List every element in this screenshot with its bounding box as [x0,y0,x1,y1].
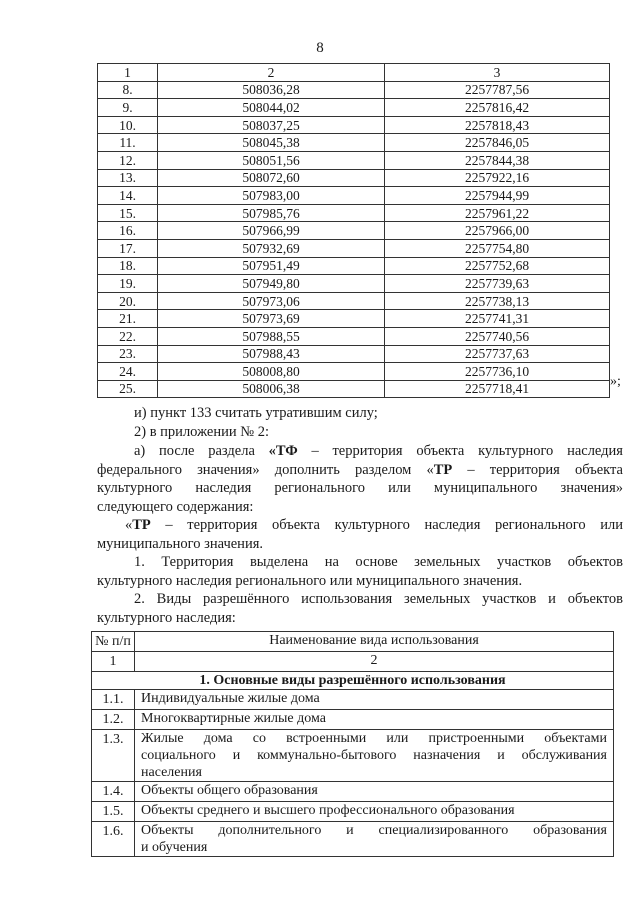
y-coordinate-cell: 2257961,22 [385,204,610,222]
x-coordinate-cell: 508072,60 [158,169,385,187]
x-coordinate-cell: 508008,80 [158,363,385,381]
point-number-cell: 24. [98,363,158,381]
row-name-line: Объекты дополнительного и специализированного образования [141,823,607,838]
table-row [98,116,610,134]
row-name: Объекты среднего и высшего профессионального образования [135,802,614,822]
y-coordinate-cell: 2257739,63 [385,275,610,293]
item-i-text: и) пункт 133 считать утратившим силу; [134,405,378,421]
quote-paragraph [97,516,623,553]
point-number-cell: 8. [98,81,158,99]
table-header-row [98,64,610,82]
x-coordinate-cell: 507932,69 [158,239,385,257]
x-coordinate-cell: 507966,99 [158,222,385,240]
header-cell: 3 [385,64,610,82]
row-name: Объекты общего образования [135,782,614,802]
table-row [98,222,610,240]
y-coordinate-cell: 2257752,68 [385,257,610,275]
table-row [98,310,610,328]
header-cell-name: Наименование вида использования [135,632,614,652]
x-coordinate-cell: 508006,38 [158,380,385,398]
y-coordinate-cell: 2257787,56 [385,81,610,99]
item-2-paragraph [97,423,623,442]
row-number: 1.4. [92,782,135,802]
x-coordinate-cell: 507949,80 [158,275,385,293]
table-row [92,690,614,710]
y-coordinate-cell: 2257844,38 [385,151,610,169]
x-coordinate-cell: 507973,06 [158,292,385,310]
row-name-line: и обучения [141,840,208,855]
table-row [92,782,614,802]
point-number-cell: 18. [98,257,158,275]
row-name [135,822,614,857]
text-span: а) после раздела [134,443,269,459]
point-2-paragraph [97,590,623,627]
x-coordinate-cell: 508037,25 [158,116,385,134]
y-coordinate-cell: 2257846,05 [385,134,610,152]
row-name-line: Жилые дома со встроенными или пристроенными объектами [141,731,607,746]
point-number-cell: 12. [98,151,158,169]
text-span: – территория объекта культурного наследия регионального или [150,517,623,533]
row-number: 1.5. [92,802,135,822]
bold-code-tr: ТР [132,517,151,533]
point-number-cell: 14. [98,187,158,205]
point-number-cell: 23. [98,345,158,363]
table-row [98,257,610,275]
y-coordinate-cell: 2257718,41 [385,380,610,398]
table-header-numbers-row [92,652,614,672]
table-row [98,151,610,169]
row-name: Индивидуальные жилые дома [135,690,614,710]
x-coordinate-cell: 507988,55 [158,327,385,345]
point-1-line-2: культурного наследия регионального или муниципального значения. [97,572,523,589]
point-2-line-1: 2. Виды разрешённого использования земельных участков и объектов [134,591,623,607]
x-coordinate-cell: 508036,28 [158,81,385,99]
point-number-cell: 15. [98,204,158,222]
bold-code-tr: ТР [433,461,453,478]
coordinates-table [97,63,610,398]
point-number-cell: 16. [98,222,158,240]
permitted-uses-table [91,631,614,857]
text-span: « [125,517,133,533]
x-coordinate-cell: 507983,00 [158,187,385,205]
table-row [98,363,610,381]
text-span: федерального значения» дополнить разделом « [97,461,434,478]
x-coordinate-cell: 507951,49 [158,257,385,275]
x-coordinate-cell: 508045,38 [158,134,385,152]
table-row [98,292,610,310]
table-row [92,710,614,730]
row-number: 1.6. [92,822,135,857]
point-1-line-1: 1. Территория выделена на основе земельных участков объектов [134,554,623,570]
section-title: 1. Основные виды разрешённого использования [92,672,614,690]
y-coordinate-cell: 2257922,16 [385,169,610,187]
point-number-cell: 13. [98,169,158,187]
point-1-paragraph [97,553,623,590]
point-2-line-2: культурного наследия: [97,609,236,626]
point-number-cell: 25. [98,380,158,398]
point-number-cell: 10. [98,116,158,134]
y-coordinate-cell: 2257741,31 [385,310,610,328]
x-coordinate-cell: 508051,56 [158,151,385,169]
row-name: Многоквартирные жилые дома [135,710,614,730]
row-name [135,730,614,782]
row-number: 1.1. [92,690,135,710]
table-row [98,187,610,205]
table-row [98,275,610,293]
item-a-line-3: культурного наследия регионального или муниципального значения» [97,480,623,496]
table-row [98,239,610,257]
quote-closing-mark: »; [610,374,621,389]
point-number-cell: 17. [98,239,158,257]
table-row [92,822,614,857]
point-number-cell: 11. [98,134,158,152]
row-name-line: социального и коммунально-бытового назначения и обслуживания [141,748,607,763]
section-row [92,672,614,690]
point-number-cell: 21. [98,310,158,328]
y-coordinate-cell: 2257736,10 [385,363,610,381]
x-coordinate-cell: 508044,02 [158,99,385,117]
x-coordinate-cell: 507988,43 [158,345,385,363]
item-a-line-4: следующего содержания: [97,498,254,515]
table-row [92,802,614,822]
header-number-cell: 1 [92,652,135,672]
item-a-line-1 [97,442,623,461]
table-row [98,134,610,152]
table-row [98,169,610,187]
y-coordinate-cell: 2257738,13 [385,292,610,310]
row-number: 1.3. [92,730,135,782]
y-coordinate-cell: 2257944,99 [385,187,610,205]
point-number-cell: 9. [98,99,158,117]
x-coordinate-cell: 507985,76 [158,204,385,222]
table-row [98,81,610,99]
table-row [98,380,610,398]
header-cell: 1 [98,64,158,82]
header-number-cell: 2 [135,652,614,672]
table-row [98,204,610,222]
y-coordinate-cell: 2257966,00 [385,222,610,240]
item-2-text: 2) в приложении № 2: [134,424,269,440]
bold-code-tf: «ТФ [268,443,298,459]
page-number: 8 [316,40,324,56]
y-coordinate-cell: 2257818,43 [385,116,610,134]
row-number: 1.2. [92,710,135,730]
table-row [98,327,610,345]
item-a-paragraph [97,442,623,516]
point-number-cell: 22. [98,327,158,345]
point-number-cell: 19. [98,275,158,293]
x-coordinate-cell: 507973,69 [158,310,385,328]
y-coordinate-cell: 2257740,56 [385,327,610,345]
text-span: – территория объекта [452,461,623,478]
text-span: – территория объекта культурного наследия [297,443,623,459]
table-row [92,730,614,782]
point-number-cell: 20. [98,292,158,310]
table-header-row [92,632,614,652]
row-name-line: населения [141,765,202,780]
table-row [98,345,610,363]
y-coordinate-cell: 2257816,42 [385,99,610,117]
quote-line-1 [97,516,623,535]
item-i-paragraph [97,404,623,423]
quote-line-2: муниципального значения. [97,535,263,552]
table-row [98,99,610,117]
item-a-line-2 [97,461,623,480]
header-cell: 2 [158,64,385,82]
y-coordinate-cell: 2257754,80 [385,239,610,257]
y-coordinate-cell: 2257737,63 [385,345,610,363]
header-cell-number: № п/п [92,632,135,652]
